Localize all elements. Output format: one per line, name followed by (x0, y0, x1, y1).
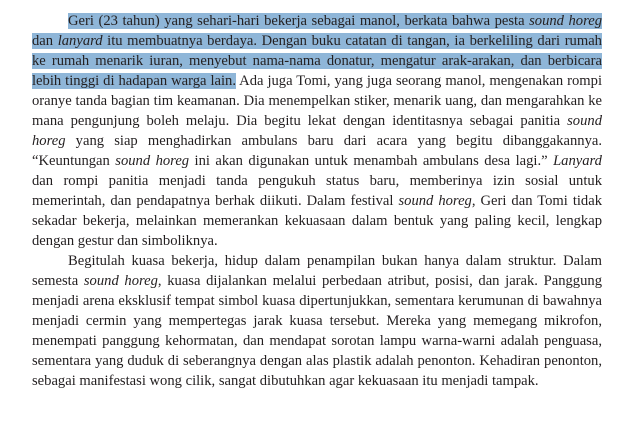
italic-term: sound horeg (32, 113, 602, 149)
text-segment: ini akan digunakan untuk menambah ambulans desa lagi.” (189, 153, 554, 169)
italic-term: sound horeg (115, 153, 190, 169)
paragraph-1 (32, 11, 602, 251)
text-segment: , kuasa dijalankan melalui perbedaan atribut, posisi, dan jarak. Panggung menjadi arena eksklusif tempat simbol kuasa dipertunjukkan, sementara kerumunan di bawahnya menjadi cermin yang mempertegas jarak kuasa tersebut. Mereka yang memegang mikrofon, menempati panggung kehormatan, dan mendapat sorotan lampu warna-warni adalah penguasa, sementara yang duduk di seberangnya dengan alas plastik adalah penonton. Kehadiran penonton, sebagai manifestasi wong cilik, sangat dibutuhkan agar kekuasaan itu menjadi tampak. (32, 273, 602, 389)
text-segment: Begitulah kuasa bekerja, hidup dalam penampilan bukan hanya dalam struktur. Dalam semesta (32, 253, 602, 289)
highlighted-text-segment: Geri (23 tahun) yang sehari-hari bekerja sebagai manol, berkata bahwa pesta (68, 13, 530, 29)
highlighted-italic-term: sound horeg (529, 13, 602, 29)
text-segment: Ada juga Tomi, yang juga seorang manol, mengenakan rompi oranye tanda bagian tim keamanan. Dia menempelkan stiker, menarik uang, dan mengarahkan ke mana pengunjung boleh melaju. Dia begitu lekat dengan identitasnya sebagai panitia (32, 73, 602, 129)
paragraph-2 (32, 251, 602, 391)
highlighted-text-segment: itu membuatnya berdaya. Dengan buku catatan di tangan, ia berkeliling dari rumah ke rumah menarik iuran, menyebut nama-nama donatur, mengatur arak-arakan, dan berbicara lebih tinggi di hadapan warga lain. (32, 33, 602, 89)
highlighted-italic-term: lanyard (57, 33, 103, 49)
italic-term: sound horeg (83, 273, 158, 289)
italic-term: sound horeg (398, 193, 472, 209)
text-segment: dan rompi panitia menjadi tanda pengukuh status baru, memberinya izin sosial untuk memerintah, dan pendapatnya berhak diikuti. Dalam festival (32, 173, 602, 209)
text-segment: , Geri dan Tomi tidak sekadar bekerja, melainkan memerankan kekuasaan dalam bentuk yang paling kecil, lengkap dengan gestur dan simboliknya. (32, 193, 602, 249)
italic-term: Lanyard (553, 153, 602, 169)
highlighted-text-segment: dan (32, 33, 58, 49)
text-segment: yang siap menghadirkan ambulans baru dari acara yang begitu dibanggakannya. “Keuntungan (32, 133, 602, 169)
text-body (32, 11, 602, 391)
